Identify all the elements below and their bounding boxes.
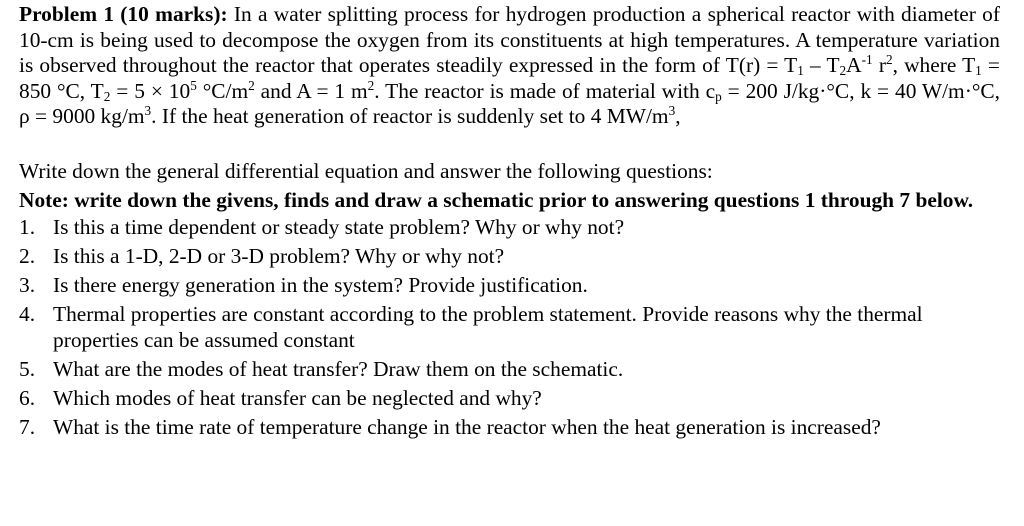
question-number: 3. [19, 273, 36, 298]
question-text: Is this a time dependent or steady state problem? Why or why not? [53, 215, 625, 240]
note-text: Note: write down the givens, finds and draw a schematic prior to answering questions 1 through 7 below. [19, 187, 974, 212]
question-number: 1. [19, 215, 36, 240]
problem-heading: Problem 1 (10 marks): [19, 2, 228, 26]
question-item [19, 386, 1000, 412]
paragraph-gap [19, 130, 1000, 159]
question-number: 6. [19, 385, 36, 410]
problem-statement [19, 2, 1000, 130]
temperature-equation: $T(r) = T_1 - T_2A^{-1}$ $r^2$, where $T_1 = 850$ °C, $T_2 = 5 \times 10^5$ $^\circ C/m^2$ and A = 1 $m^2$. The reactor is made of material with $c_p = 200$ J/kg·°C, k = 40 W/m·°C, ρ = 9000 $kg/m^3$. If the heat generation of reactor is suddenly set to 4 $MW/m^3$, [19, 51, 1000, 129]
question-number: 2. [19, 244, 36, 269]
question-number: 7. [19, 414, 36, 439]
question-text: What are the modes of heat transfer? Draw them on the schematic. [53, 356, 624, 381]
question-item [19, 415, 1000, 441]
question-item [19, 215, 1000, 241]
question-text: Thermal properties are constant according to the problem statement. Provide reasons why the thermal properties can be assumed constant [53, 302, 923, 352]
question-text: Is there energy generation in the system? Provide justification. [53, 273, 588, 298]
question-text: What is the time rate of temperature change in the reactor when the heat generation is increased? [53, 414, 881, 439]
question-number: 4. [19, 302, 36, 327]
question-text: Which modes of heat transfer can be neglected and why? [53, 385, 542, 410]
instruction-text: Write down the general differential equation and answer the following questions: [19, 158, 713, 183]
question-number: 5. [19, 356, 36, 381]
question-item [19, 273, 1000, 299]
question-item [19, 244, 1000, 270]
question-list [19, 215, 1000, 440]
question-text: Is this a 1-D, 2-D or 3-D problem? Why or why not? [53, 244, 505, 269]
problem-intro: In a water splitting process for hydrogen production a spherical reactor with diameter of 10-cm is being used to decompose the oxygen from its constituents at high temperatures. A temperature variation is observed throughout the reactor that operates steadily expressed in the form of [19, 2, 1000, 78]
question-item [19, 302, 1000, 353]
question-item [19, 357, 1000, 383]
